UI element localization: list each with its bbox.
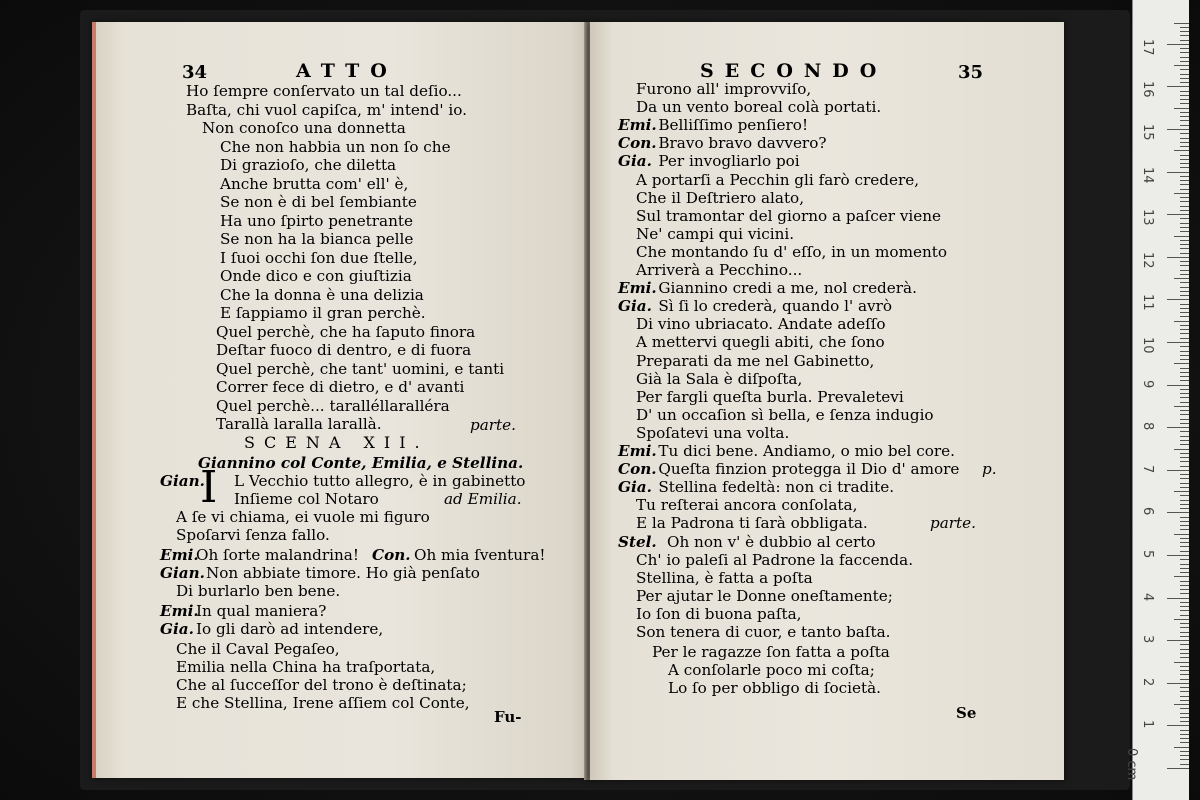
ruler-tick: [1180, 69, 1189, 70]
right-catchword: Se: [956, 704, 977, 722]
verse-line: Ch' io paleſi al Padrone la faccenda.: [636, 550, 914, 569]
ruler-tick: [1174, 193, 1189, 194]
ruler-tick: [1180, 48, 1189, 49]
verse-line: Ho ſempre conſervato un tal deſio...: [186, 82, 462, 100]
ruler-tick: [1180, 419, 1189, 420]
verse-line: Lo ſo per obbligo di ſocietà.: [668, 679, 881, 698]
ruler-tick: [1180, 380, 1189, 381]
ruler-tick: [1180, 282, 1189, 283]
ruler-tick: [1174, 747, 1189, 748]
ruler-tick: [1180, 57, 1189, 58]
right-running-header: SECONDO: [700, 60, 888, 82]
ruler-tick: [1180, 180, 1189, 181]
ruler-number: 5: [1140, 550, 1155, 559]
speaker-label: Emi.: [618, 116, 657, 135]
dialogue-line: L Vecchio tutto allegro, è in gabinetto: [234, 472, 526, 490]
dialogue-line: Inſieme col Notaro: [234, 490, 379, 508]
ruler-tick: [1180, 423, 1189, 424]
verse-line: Da un vento boreal colà portati.: [636, 98, 882, 117]
verse-line: Belliſſimo penſiero!: [658, 116, 809, 135]
stage-aside: p.: [982, 460, 997, 479]
verse-line: Oh non v' è dubbio al certo: [667, 532, 876, 551]
verse-line: Ha uno ſpirto penetrante: [220, 211, 413, 230]
ruler-tick: [1180, 359, 1189, 360]
ruler-tick: [1174, 704, 1189, 705]
ruler-tick: [1180, 606, 1189, 607]
ruler-tick: [1180, 738, 1189, 739]
ruler-tick: [1180, 478, 1189, 479]
ruler-tick: [1174, 363, 1189, 364]
ruler-number: 1: [1140, 720, 1155, 729]
verse-line: Sul tramontar del giorno a paſcer viene: [636, 206, 942, 225]
ruler-tick: [1180, 248, 1189, 249]
ruler-tick: [1174, 236, 1189, 237]
ruler-tick: [1174, 534, 1189, 535]
verse-line: Correr fece di dietro, e d' avanti: [216, 378, 465, 396]
ruler-number: 9: [1140, 379, 1155, 388]
left-exit-note: parte.: [470, 416, 516, 434]
ruler-tick: [1180, 40, 1189, 41]
dialogue-line: Che il Caval Pegaſeo,: [176, 640, 340, 658]
ruler-tick: [1180, 627, 1189, 628]
ruler-tick: [1180, 525, 1189, 526]
ruler-tick: [1180, 700, 1189, 701]
ruler-tick: [1180, 227, 1189, 228]
ruler-tick: [1180, 184, 1189, 185]
verse-line: Che non habbia un non ſo che: [220, 137, 451, 156]
ruler-tick: [1180, 197, 1189, 198]
ruler-tick: [1180, 674, 1189, 675]
ruler-tick: [1180, 742, 1189, 743]
ruler-tick: [1174, 65, 1189, 66]
ruler-tick: [1180, 474, 1189, 475]
dialogue-line: Non abbiate timore. Ho già penſato: [206, 564, 480, 582]
ruler-tick: [1180, 568, 1189, 569]
dialogue-line: Oh ſorte malandrina!: [196, 546, 359, 564]
ruler-tick: [1180, 636, 1189, 637]
ruler-tick: [1180, 223, 1189, 224]
verse-line: Ne' campi qui vicini.: [636, 224, 795, 243]
ruler-tick: [1174, 576, 1189, 577]
ruler-tick: [1180, 52, 1189, 53]
ruler-tick: [1174, 619, 1189, 620]
ruler-tick: [1180, 602, 1189, 603]
ruler-tick: [1167, 44, 1189, 45]
ruler-tick: [1180, 103, 1189, 104]
speaker-label: Con.: [618, 134, 657, 153]
ruler-tick: [1180, 159, 1189, 160]
speaker-label: Gia.: [618, 152, 652, 171]
ruler-tick: [1180, 559, 1189, 560]
verse-line: Arriverà a Pecchino...: [636, 261, 803, 279]
ruler-number: 17: [1140, 38, 1155, 56]
verse-line: Che montando ſu d' eſſo, in un momento: [636, 242, 947, 261]
ruler-tick: [1180, 521, 1189, 522]
stage-aside: parte.: [930, 514, 976, 533]
ruler-tick: [1180, 457, 1189, 458]
verse-line: Preparati da me nel Gabinetto,: [636, 351, 875, 370]
ruler-tick: [1180, 240, 1189, 241]
ruler-number: 11: [1140, 294, 1155, 311]
ruler-tick: [1180, 508, 1189, 509]
ruler-tick: [1180, 176, 1189, 177]
ruler-tick: [1180, 444, 1189, 445]
ruler-tick: [1174, 491, 1189, 492]
ruler-tick: [1180, 304, 1189, 305]
ruler-tick: [1180, 253, 1189, 254]
ruler-number: 10: [1140, 337, 1155, 354]
ruler-tick: [1180, 691, 1189, 692]
right-page-number: 35: [958, 62, 984, 83]
ruler-tick: [1180, 615, 1189, 616]
verse-line: A conſolarle poco mi coſta;: [668, 661, 875, 680]
ruler-tick: [1180, 146, 1189, 147]
ruler-tick: [1180, 338, 1189, 339]
ruler-tick: [1180, 517, 1189, 518]
ruler-tick: [1180, 312, 1189, 313]
ruler-tick: [1167, 342, 1189, 343]
left-running-header: ATTO: [296, 60, 398, 82]
ruler-tick: [1180, 657, 1189, 658]
ruler-tick: [1180, 551, 1189, 552]
ruler-tick: [1180, 333, 1189, 334]
ruler-tick: [1180, 696, 1189, 697]
ruler-tick: [1180, 308, 1189, 309]
verse-line: Quel perchè, che ha ſaputo finora: [216, 322, 476, 341]
ruler-tick: [1180, 61, 1189, 62]
ruler-tick: [1180, 734, 1189, 735]
ruler-number: 14: [1140, 166, 1155, 184]
dialogue-line: E che Stellina, Irene aſſiem col Conte,: [176, 694, 470, 712]
ruler-tick: [1180, 414, 1189, 415]
ruler-tick: [1180, 142, 1189, 143]
ruler-tick: [1180, 717, 1189, 718]
ruler-tick: [1174, 321, 1189, 322]
ruler-tick: [1180, 218, 1189, 219]
speaker-label: Gian.: [160, 472, 205, 490]
ruler-tick: [1174, 449, 1189, 450]
ruler-tick: [1167, 172, 1189, 173]
ruler-tick: [1180, 125, 1189, 126]
speaker-label: Stel.: [618, 532, 657, 551]
ruler-tick: [1180, 274, 1189, 275]
ruler-tick: [1167, 725, 1189, 726]
ruler-tick: [1180, 393, 1189, 394]
ruler-tick: [1180, 355, 1189, 356]
verse-line: Di grazioſo, che diletta: [220, 156, 397, 174]
verse-line: Stellina fedeltà: non ci tradite.: [658, 478, 895, 497]
ruler-tick: [1180, 721, 1189, 722]
ruler-tick: [1180, 538, 1189, 539]
ruler-tick: [1180, 764, 1189, 765]
ruler-tick: [1180, 287, 1189, 288]
ruler-tick: [1180, 397, 1189, 398]
ruler-tick: [1180, 649, 1189, 650]
ruler-tick: [1180, 351, 1189, 352]
ruler-tick: [1180, 74, 1189, 75]
ruler-tick: [1180, 325, 1189, 326]
ruler-tick: [1167, 214, 1189, 215]
ruler-tick: [1174, 278, 1189, 279]
ruler-tick: [1180, 265, 1189, 266]
ruler-tick: [1180, 163, 1189, 164]
ruler-tick: [1180, 372, 1189, 373]
verse-line: Se non ha la bianca pelle: [220, 230, 414, 248]
verse-line: Per invogliarlo poi: [658, 152, 800, 171]
ruler-tick: [1180, 572, 1189, 573]
ruler-tick: [1174, 662, 1189, 663]
ruler-tick: [1180, 436, 1189, 437]
drop-capital: I: [200, 462, 218, 513]
left-catchword: Fu-: [494, 708, 522, 726]
ruler-tick: [1174, 23, 1189, 24]
ruler-tick: [1180, 593, 1189, 594]
ruler-tick: [1167, 129, 1189, 130]
ruler-tick: [1180, 564, 1189, 565]
ruler-tick: [1180, 189, 1189, 190]
ruler-tick: [1180, 35, 1189, 36]
verse-line: Onde dico e con giuſtizia: [220, 267, 412, 285]
scene-persons: Giannino col Conte, Emilia, e Stellina.: [198, 454, 524, 472]
speaker-label: Con.: [618, 460, 657, 479]
verse-line: Per le ragazze ſon fatta a poſta: [652, 643, 890, 662]
dialogue-line: Che al ſucceſſor del trono è deſtinata;: [176, 676, 467, 694]
ruler-tick: [1180, 261, 1189, 262]
ruler-number: 13: [1140, 209, 1155, 226]
ruler-tick: [1180, 116, 1189, 117]
verse-line: Spoſatevi una volta.: [636, 423, 790, 442]
ruler-number: 7: [1140, 464, 1155, 474]
ruler-tick: [1180, 78, 1189, 79]
ruler-tick: [1180, 589, 1189, 590]
speaker-label: Gia.: [618, 478, 652, 497]
ruler-tick: [1180, 410, 1189, 411]
ruler-tick: [1167, 640, 1189, 641]
ruler-tick: [1167, 86, 1189, 87]
verse-line: E la Padrona ti ſarà obbligata.: [636, 514, 868, 533]
ruler-tick: [1167, 598, 1189, 599]
dialogue-line: Di burlarlo ben bene.: [176, 582, 341, 600]
speaker-label: Emi.: [160, 546, 199, 564]
ruler-tick: [1180, 346, 1189, 347]
ruler-tick: [1180, 231, 1189, 232]
ruler-tick: [1180, 542, 1189, 543]
verse-line: Furono all' improvviſo,: [636, 80, 812, 98]
verse-line: D' un occaſion sì bella, e ſenza indugio: [636, 405, 934, 424]
ruler-tick: [1180, 270, 1189, 271]
verse-line: Quel perchè... taralléllaralléra: [216, 396, 450, 415]
ruler-tick: [1180, 585, 1189, 586]
verse-line: Anche brutta com' ell' è,: [220, 174, 409, 193]
ruler-tick: [1180, 167, 1189, 168]
ruler-tick: [1167, 299, 1189, 300]
ruler-tick: [1180, 210, 1189, 211]
ruler-tick: [1180, 431, 1189, 432]
ruler-tick: [1180, 730, 1189, 731]
speaker-label: Gia.: [160, 620, 194, 638]
verse-line: Io ſon di buona paſta,: [636, 604, 802, 623]
ruler-number: 8: [1140, 422, 1155, 431]
ruler-tick: [1180, 687, 1189, 688]
ruler-tick: [1180, 376, 1189, 377]
ruler-tick: [1180, 666, 1189, 667]
ruler-tick: [1167, 427, 1189, 428]
verse-line: E ſappiamo il gran perchè.: [220, 304, 426, 322]
ruler-tick: [1180, 368, 1189, 369]
ruler-tick: [1180, 632, 1189, 633]
verse-line: Stellina, è fatta a poſta: [636, 568, 813, 587]
ruler-tick: [1180, 759, 1189, 760]
ruler-tick: [1180, 713, 1189, 714]
verse-line: Di vino ubriacato. Andate adeſſo: [636, 315, 886, 334]
speaker-label: Emi.: [160, 602, 199, 620]
ruler-tick: [1180, 495, 1189, 496]
verse-line: Queſta finzion protegga il Dio d' amore: [658, 460, 960, 479]
verse-line: I ſuoi occhi ſon due ſtelle,: [220, 248, 418, 267]
verse-line: Bravo bravo davvero?: [658, 134, 827, 153]
ruler-number: 12: [1140, 251, 1155, 269]
ruler-tick: [1180, 453, 1189, 454]
ruler-unit-label: 0 cm: [1124, 748, 1139, 781]
ruler-tick: [1180, 483, 1189, 484]
ruler-tick: [1167, 470, 1189, 471]
ruler-number: 15: [1140, 124, 1155, 141]
ruler-tick: [1180, 329, 1189, 330]
dialogue-line: Io gli darò ad intendere,: [196, 620, 384, 638]
ruler-tick: [1180, 529, 1189, 530]
dialogue-line: Emilia nella China ha traſportata,: [176, 658, 436, 676]
ruler-tick: [1180, 95, 1189, 96]
ruler-tick: [1180, 99, 1189, 100]
ruler-number: 3: [1140, 635, 1155, 644]
verse-line: Già la Sala è diſpoſta,: [636, 369, 803, 388]
left-page-number: 34: [182, 62, 208, 83]
ruler-tick: [1180, 610, 1189, 611]
verse-line: Tarallà laralla larallà.: [216, 415, 382, 433]
ruler-tick: [1180, 546, 1189, 547]
dialogue-line: A ſe vi chiama, ei vuole mi figuro: [176, 508, 430, 526]
ruler-tick: [1174, 108, 1189, 109]
ruler-tick: [1180, 402, 1189, 403]
ruler-tick: [1167, 257, 1189, 258]
ruler-tick: [1180, 653, 1189, 654]
verse-line: Che la donna è una delizia: [220, 285, 424, 304]
dialogue-line: Oh mia ſventura!: [414, 546, 546, 564]
ruler-tick: [1180, 112, 1189, 113]
verse-line: Se non è di bel ſembiante: [220, 193, 417, 211]
verse-line: Sì ſi lo crederà, quando l' avrò: [658, 297, 892, 316]
verse-line: Son tenera di cuor, e tanto baſta.: [636, 623, 891, 641]
ruler-tick: [1180, 623, 1189, 624]
ruler-tick: [1174, 406, 1189, 407]
ruler-tick: [1180, 504, 1189, 505]
ruler-tick: [1180, 201, 1189, 202]
dialogue-line: Spoſarvi ſenza fallo.: [176, 526, 330, 544]
ruler-tick: [1180, 581, 1189, 582]
speaker-label: Gia.: [618, 297, 652, 316]
ruler-tick: [1167, 683, 1189, 684]
ruler-tick: [1180, 751, 1189, 752]
ruler-tick: [1180, 679, 1189, 680]
ruler-tick: [1167, 512, 1189, 513]
ruler-tick: [1180, 316, 1189, 317]
verse-line: Giannino credi a me, nol crederà.: [658, 279, 917, 298]
ruler-tick: [1180, 120, 1189, 121]
ruler-tick: [1180, 295, 1189, 296]
ruler-tick: [1167, 385, 1189, 386]
ruler-tick: [1167, 555, 1189, 556]
verse-line: A portarſi a Pecchin gli farò credere,: [636, 170, 920, 189]
ruler-tick: [1180, 91, 1189, 92]
verse-line: Non conoſco una donnetta: [202, 119, 406, 137]
scene-title: SCENA XII.: [244, 433, 429, 452]
verse-line: Baſta, chi vuol capiſca, m' intend' io.: [186, 100, 467, 119]
measuring-ruler: [1124, 0, 1189, 800]
stage-aside: ad Emilia.: [444, 490, 522, 508]
verse-line: Quel perchè, che tant' uomini, e tanti: [216, 359, 505, 378]
verse-line: Per ajutar le Donne oneſtamente;: [636, 586, 893, 605]
ruler-tick: [1180, 155, 1189, 156]
ruler-tick: [1180, 27, 1189, 28]
speaker-label: Gian.: [160, 564, 205, 582]
ruler-tick: [1180, 708, 1189, 709]
speaker-label: Emi.: [618, 279, 657, 298]
ruler-tick: [1180, 487, 1189, 488]
ruler-tick: [1180, 389, 1189, 390]
ruler-number: 6: [1140, 507, 1155, 516]
ruler-number: 4: [1140, 592, 1155, 601]
verse-line: Deſtar fuoco di dentro, e di fuora: [216, 341, 472, 359]
ruler-tick: [1180, 670, 1189, 671]
verse-line: A mettervi quegli abiti, che ſono: [636, 333, 885, 352]
ruler-tick: [1180, 500, 1189, 501]
ruler-tick: [1180, 291, 1189, 292]
ruler-tick: [1180, 31, 1189, 32]
ruler-tick: [1180, 440, 1189, 441]
speaker-label: Emi.: [618, 442, 657, 460]
verse-line: Che il Deſtriero alato,: [636, 188, 805, 207]
ruler-number: 16: [1140, 81, 1155, 98]
ruler-number: 2: [1140, 677, 1155, 687]
verse-line: Per fargli queſta burla. Prevaletevi: [636, 387, 904, 406]
dialogue-line: In qual maniera?: [196, 602, 327, 620]
ruler-tick: [1180, 466, 1189, 467]
verse-line: Tu reſterai ancora conſolata,: [636, 496, 858, 515]
ruler-tick: [1167, 768, 1189, 769]
ruler-tick: [1180, 244, 1189, 245]
ruler-tick: [1180, 755, 1189, 756]
ruler-tick: [1180, 138, 1189, 139]
speaker-label: Con.: [372, 546, 411, 564]
ruler-tick: [1180, 461, 1189, 462]
ruler-tick: [1180, 82, 1189, 83]
ruler-tick: [1180, 206, 1189, 207]
ruler-tick: [1180, 644, 1189, 645]
ruler-tick: [1180, 133, 1189, 134]
verse-line: Tu dici bene. Andiamo, o mio bel core.: [658, 442, 955, 460]
ruler-tick: [1174, 150, 1189, 151]
